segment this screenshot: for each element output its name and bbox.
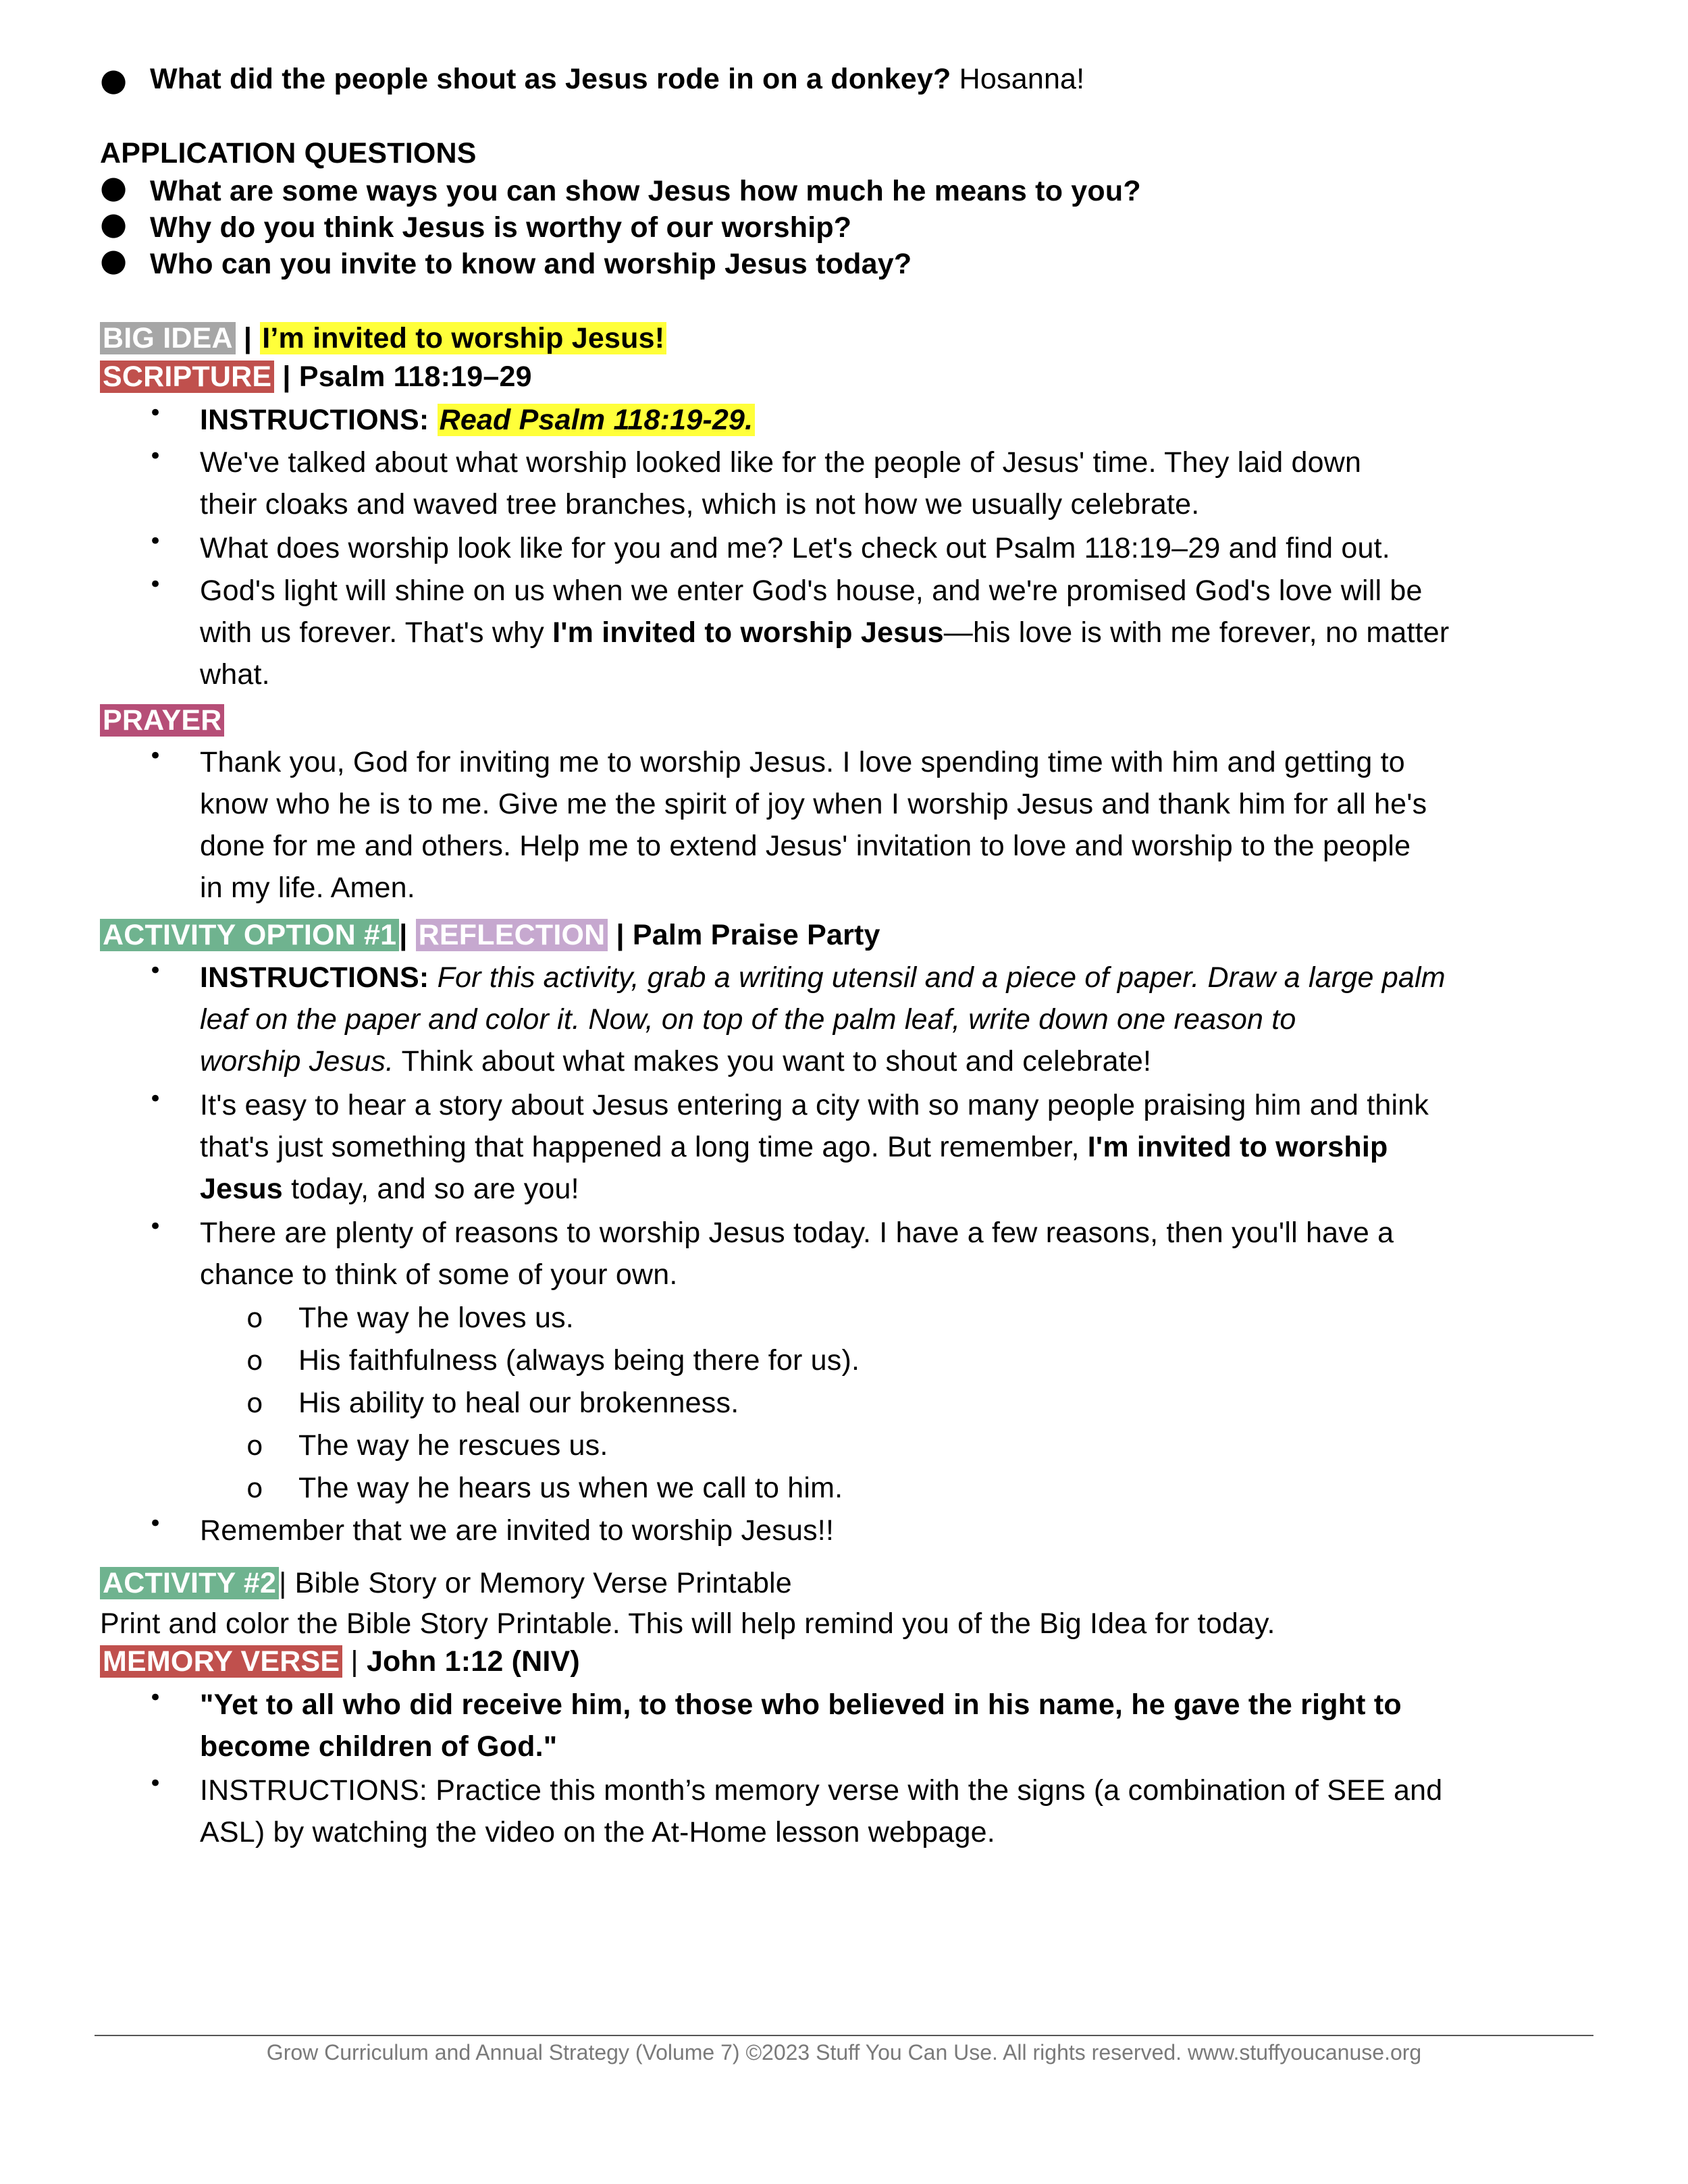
footer-divider	[95, 2035, 1593, 2036]
activity1-paragraph: Remember that we are invited to worship Jesus!!	[200, 1514, 835, 1547]
reason-item: His faithfulness (always being there for us).	[298, 1344, 860, 1377]
text-line: done for me and others. Help me to extend Jesus' invitation to love and worship to the people	[200, 830, 1411, 862]
bullet: •	[149, 1770, 163, 1797]
separator: |	[279, 1567, 295, 1599]
scripture-instructions	[200, 399, 755, 441]
reflection-tag: REFLECTION	[416, 919, 608, 951]
text-span: that's just something that happened a long time ago. But remember,	[200, 1131, 1088, 1163]
big-idea-tag: BIG IDEA	[100, 322, 236, 354]
memory-verse-reference: John 1:12 (NIV)	[366, 1645, 580, 1678]
big-idea-text: I’m invited to worship Jesus!	[260, 322, 666, 354]
activity2-text: Print and color the Bible Story Printable. This will help remind you of the Big Idea for today.	[100, 1607, 1275, 1640]
reason-item: His ability to heal our brokenness.	[298, 1387, 739, 1419]
activity1-title: Palm Praise Party	[632, 919, 880, 951]
text-line: Thank you, God for inviting me to worship Jesus. I love spending time with him and getting to	[200, 746, 1405, 778]
instructions-label: INSTRUCTIONS:	[200, 404, 429, 436]
text-line	[200, 1126, 1429, 1168]
memory-verse-row	[100, 1641, 580, 1682]
bullet: •	[149, 1684, 163, 1711]
bullet: •	[149, 400, 163, 427]
text-span: worship Jesus.	[200, 1045, 394, 1077]
text-line: what.	[200, 658, 270, 691]
separator: |	[608, 919, 633, 951]
activity1-row	[100, 914, 880, 956]
answer-text: Hosanna!	[951, 63, 1085, 95]
bullet: •	[149, 571, 163, 598]
text-line: know who he is to me. Give me the spirit of joy when I worship Jesus and thank him for all he's	[200, 788, 1427, 820]
text-line: We've talked about what worship looked like for the people of Jesus' time. They laid down	[200, 446, 1362, 479]
bullet: •	[149, 1086, 163, 1113]
text-span: Think about what makes you want to shout and celebrate!	[394, 1045, 1152, 1077]
memory-verse-tag: MEMORY VERSE	[100, 1645, 342, 1678]
activity2-title: Bible Story or Memory Verse Printable	[294, 1567, 792, 1599]
activity2-row	[100, 1562, 792, 1604]
separator: |	[274, 361, 299, 393]
separator: |	[342, 1645, 367, 1678]
text-line: ASL) by watching the video on the At-Home lesson webpage.	[200, 1816, 995, 1848]
big-idea-emphasis: Jesus	[200, 1173, 283, 1205]
application-question: What are some ways you can show Jesus how much he means to you?	[150, 175, 1141, 207]
scripture-reference: Psalm 118:19–29	[298, 361, 532, 393]
text-line	[200, 1168, 1429, 1210]
text-line: become children of God."	[200, 1730, 558, 1763]
separator: |	[235, 322, 261, 354]
big-idea-row	[100, 317, 666, 359]
instructions-text: Read Psalm 118:19-29.	[438, 404, 756, 436]
sub-bullet: o	[246, 1388, 263, 1419]
top-question	[150, 58, 1084, 100]
reason-item: The way he loves us.	[298, 1302, 574, 1334]
sub-bullet: o	[246, 1346, 263, 1377]
application-question: Why do you think Jesus is worthy of our worship?	[150, 211, 852, 244]
bullet: •	[149, 1510, 163, 1537]
text-line: their cloaks and waved tree branches, which is not how we usually celebrate.	[200, 488, 1200, 521]
sub-bullet: o	[246, 1431, 263, 1462]
text-line: INSTRUCTIONS: Practice this month’s memory verse with the signs (a combination of SEE and	[200, 1774, 1443, 1807]
text-span: with us forever. That's why	[200, 616, 553, 649]
scripture-paragraph	[200, 442, 1361, 525]
application-question: Who can you invite to know and worship Jesus today?	[150, 248, 912, 280]
text-line: leaf on the paper and color it. Now, on top of the palm leaf, write down one reason to	[200, 1003, 1296, 1036]
activity1-tag: ACTIVITY OPTION #1	[100, 919, 399, 951]
bullet: •	[149, 743, 163, 770]
scripture-row	[100, 356, 532, 398]
bullet: ●	[100, 242, 128, 278]
separator: |	[399, 919, 416, 951]
activity1-instructions	[200, 957, 1446, 1082]
text-line	[200, 957, 1446, 998]
activity1-paragraph	[200, 1212, 1394, 1296]
bullet: •	[149, 957, 163, 984]
text-span: For this activity, grab a writing utensil and a piece of paper. Draw a large palm	[429, 961, 1446, 994]
big-idea-emphasis: I'm invited to worship Jesus	[552, 616, 944, 649]
text-line	[200, 612, 1449, 654]
text-span: today, and so are you!	[282, 1173, 579, 1205]
prayer-text	[200, 741, 1427, 909]
instructions-label: INSTRUCTIONS:	[200, 961, 429, 994]
scripture-tag: SCRIPTURE	[100, 361, 274, 393]
text-line: It's easy to hear a story about Jesus entering a city with so many people praising him and think	[200, 1089, 1429, 1121]
reason-item: The way he rescues us.	[298, 1429, 608, 1462]
reason-item: The way he hears us when we call to him.	[298, 1472, 843, 1504]
text-line	[200, 1040, 1446, 1082]
memory-verse-instructions	[200, 1769, 1442, 1853]
prayer-row	[100, 699, 224, 741]
text-line: "Yet to all who did receive him, to those who believed in his name, he gave the right to	[200, 1688, 1402, 1721]
text-span: —his love is with me forever, no matter	[943, 616, 1450, 649]
text-line: There are plenty of reasons to worship Jesus today. I have a few reasons, then you'll have a	[200, 1217, 1394, 1249]
prayer-tag: PRAYER	[100, 704, 224, 737]
application-heading: APPLICATION QUESTIONS	[100, 137, 477, 169]
text-line: God's light will shine on us when we enter God's house, and we're promised God's love will be	[200, 575, 1423, 607]
text-line: in my life. Amen.	[200, 872, 415, 904]
question-text: What did the people shout as Jesus rode in on a donkey?	[150, 63, 951, 95]
footer-copyright: Grow Curriculum and Annual Strategy (Volume 7) ©2023 Stuff You Can Use. All rights reserved. www.stuffyoucanuse.org	[266, 2040, 1422, 2065]
text-line: chance to think of some of your own.	[200, 1258, 678, 1291]
memory-verse-text	[200, 1684, 1402, 1767]
scripture-paragraph: What does worship look like for you and me? Let's check out Psalm 118:19–29 and find out.	[200, 532, 1390, 564]
big-idea-emphasis: I'm invited to worship	[1087, 1131, 1388, 1163]
bullet: ●	[100, 205, 128, 242]
bullet: •	[149, 1213, 163, 1240]
bullet: •	[149, 443, 163, 470]
sub-bullet: o	[246, 1473, 263, 1504]
scripture-paragraph	[200, 570, 1449, 695]
bullet: •	[149, 528, 163, 555]
activity1-paragraph	[200, 1084, 1429, 1210]
activity2-tag: ACTIVITY #2	[100, 1567, 279, 1599]
bullet: ●	[100, 61, 128, 98]
sub-bullet: o	[246, 1303, 263, 1334]
bullet: ●	[100, 169, 128, 205]
